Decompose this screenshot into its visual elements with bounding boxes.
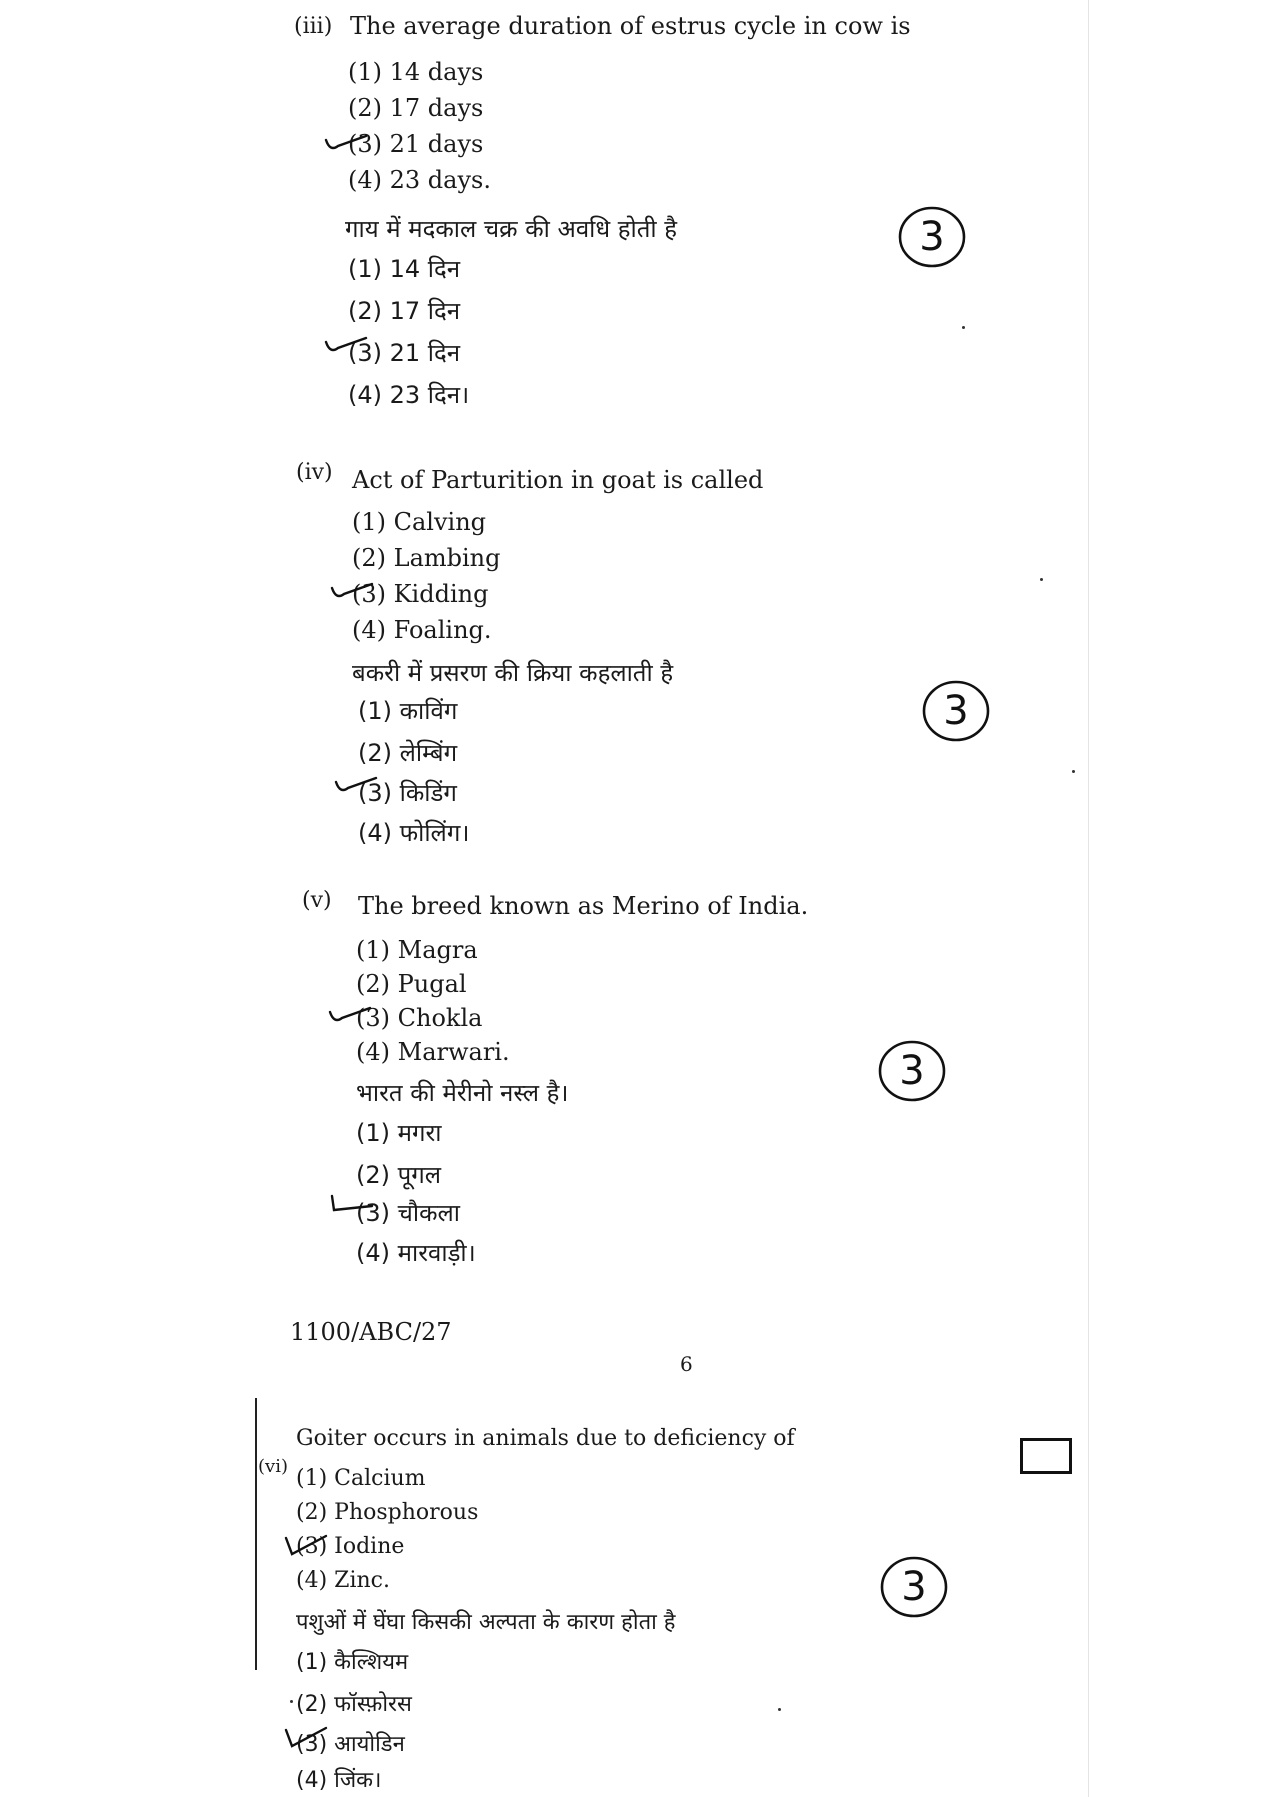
check-mark-icon xyxy=(334,776,378,796)
page-edge xyxy=(1088,0,1089,1797)
marks-awarded-circle xyxy=(898,206,966,268)
option-hi-3: (3) चौकला xyxy=(356,1199,461,1227)
option-hi-2: (2) फॉस्फ़ोरस xyxy=(296,1692,412,1717)
marks-box xyxy=(1020,1438,1072,1474)
speck xyxy=(962,326,965,329)
question-text-en: Act of Parturition in goat is called xyxy=(352,466,764,494)
marks-awarded-circle xyxy=(878,1040,946,1102)
option-en-4: (4) Marwari. xyxy=(356,1038,510,1066)
option-en-4: (4) Zinc. xyxy=(296,1568,390,1593)
question-text-hi: बकरी में प्रसरण की क्रिया कहलाती है xyxy=(352,659,674,687)
option-en-2: (2) 17 days xyxy=(348,94,484,122)
marks-awarded-value: 3 xyxy=(899,1048,925,1094)
check-mark-icon xyxy=(330,582,374,602)
speck xyxy=(1072,770,1075,773)
option-hi-4: (4) मारवाड़ी। xyxy=(356,1239,476,1267)
question-number: (iv) xyxy=(296,460,333,485)
option-hi-4: (4) जिंक। xyxy=(296,1768,382,1793)
option-hi-1: (1) 14 दिन xyxy=(348,255,461,283)
question-text-hi: गाय में मदकाल चक्र की अवधि होती है xyxy=(345,215,677,243)
option-en-2: (2) Pugal xyxy=(356,970,467,998)
marks-awarded-circle xyxy=(922,680,990,742)
check-mark-icon xyxy=(284,1728,328,1748)
option-en-3: (3) Kidding xyxy=(352,580,489,608)
option-en-2: (2) Phosphorous xyxy=(296,1500,479,1525)
option-hi-1: (1) कैल्शियम xyxy=(296,1650,409,1675)
question-text-en: The average duration of estrus cycle in cow is xyxy=(350,12,911,40)
question-text-hi: भारत की मेरीनो नस्ल है। xyxy=(356,1079,569,1107)
question-number: (iii) xyxy=(294,14,333,39)
option-hi-2: (2) 17 दिन xyxy=(348,297,461,325)
option-en-3: (3) 21 days xyxy=(348,130,484,158)
option-en-1: (1) 14 days xyxy=(348,58,484,86)
option-hi-3: (3) आयोडिन xyxy=(296,1732,405,1757)
option-hi-3: (3) किडिंग xyxy=(358,779,457,807)
check-mark-icon xyxy=(284,1536,328,1556)
option-hi-3: (3) 21 दिन xyxy=(348,339,461,367)
page-number: 6 xyxy=(680,1352,693,1376)
question-text-en: The breed known as Merino of India. xyxy=(358,892,809,920)
marks-awarded-value: 3 xyxy=(901,1564,927,1610)
option-en-3: (3) Chokla xyxy=(356,1004,483,1032)
question-text-hi: पशुओं में घेंघा किसकी अल्पता के कारण होता है xyxy=(296,1610,676,1635)
paper-code: 1100/ABC/27 xyxy=(290,1318,452,1346)
check-mark-icon xyxy=(330,1196,374,1216)
option-hi-1: (1) काविंग xyxy=(358,697,458,725)
check-mark-icon xyxy=(324,134,368,154)
option-en-4: (4) 23 days. xyxy=(348,166,491,194)
check-mark-icon xyxy=(324,336,368,356)
question-text-en: Goiter occurs in animals due to deficiency of xyxy=(296,1426,795,1451)
option-en-1: (1) Magra xyxy=(356,936,478,964)
speck xyxy=(778,1708,781,1711)
option-en-1: (1) Calving xyxy=(352,508,487,536)
speck xyxy=(1040,578,1043,581)
question-number: (vi) xyxy=(258,1456,288,1477)
option-hi-1: (1) मगरा xyxy=(356,1119,442,1147)
option-en-4: (4) Foaling. xyxy=(352,616,492,644)
option-hi-2: (2) लेम्बिंग xyxy=(358,739,458,767)
option-en-2: (2) Lambing xyxy=(352,544,501,572)
option-en-1: (1) Calcium xyxy=(296,1466,426,1491)
option-hi-4: (4) 23 दिन। xyxy=(348,381,470,409)
option-hi-2: (2) पूगल xyxy=(356,1161,442,1189)
marks-awarded-circle xyxy=(880,1556,948,1618)
speck xyxy=(290,1700,293,1703)
margin-line xyxy=(255,1398,257,1670)
marks-awarded-value: 3 xyxy=(943,688,969,734)
option-hi-4: (4) फोलिंग। xyxy=(358,819,470,847)
marks-awarded-value: 3 xyxy=(919,214,945,260)
option-en-3: (3) Iodine xyxy=(296,1534,405,1559)
check-mark-icon xyxy=(328,1006,372,1026)
question-number: (v) xyxy=(302,888,332,913)
